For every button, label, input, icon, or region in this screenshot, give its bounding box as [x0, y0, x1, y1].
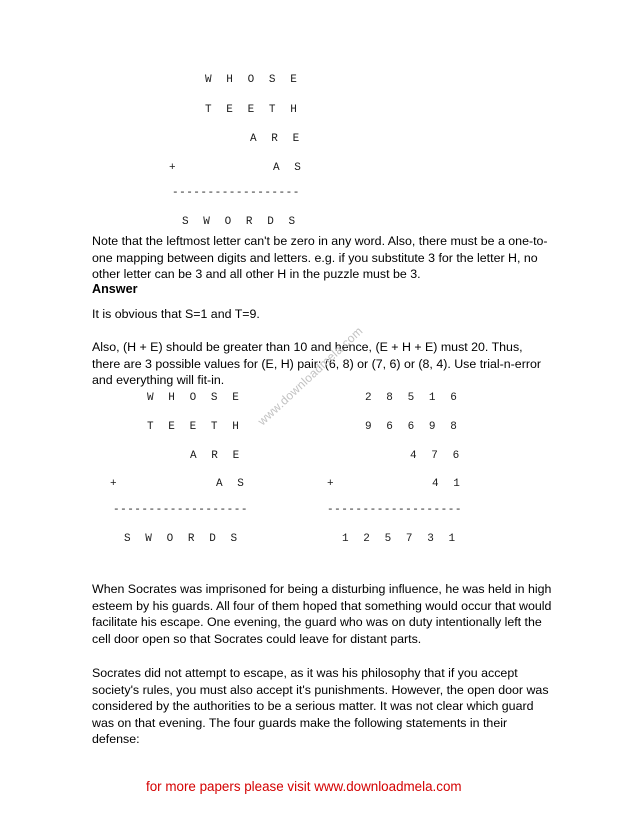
solution-letters-are: A R E: [190, 450, 240, 462]
solution-digits-teeth: 9 6 6 9 8: [365, 421, 458, 433]
solution-digits-plus: +: [327, 478, 335, 490]
solution-digits-as: 4 1: [432, 478, 461, 490]
puzzle-rule: ------------------: [172, 187, 300, 199]
puzzle-line-whose: W H O S E: [205, 74, 298, 86]
watermark-text: www.downloadmela.com: [255, 323, 366, 429]
puzzle-line-teeth: T E E T H: [205, 104, 298, 116]
puzzle-line-are: A R E: [250, 133, 300, 145]
puzzle-line-as: A S: [273, 162, 302, 174]
solution-letters-as: A S: [216, 478, 245, 490]
solution-letters-whose: W H O S E: [147, 392, 240, 404]
solution-letters-swords: S W O R D S: [124, 533, 238, 545]
solution-digits-rule: -------------------: [327, 504, 462, 516]
answer-paragraph-2: Also, (H + E) should be greater than 10 and hence, (E + H + E) must 20. Thus, there are 3 possible values for (E, H) pair: (6, 8) or (7, 6) or (8, 4). Use trial-n-error and everything will fit-in.: [92, 340, 541, 387]
puzzle-note: Note that the leftmost letter can't be zero in any word. Also, there must be a one-to-one mapping between digits and letters. e.g. if you substitute 3 for the letter H, no other letter can be 3 and all other H in the puzzle must be 3.: [92, 234, 548, 281]
answer-heading: Answer: [92, 282, 138, 296]
footer-link-text: for more papers please visit www.downloadmela.com: [146, 779, 462, 794]
solution-digits-are: 4 7 6: [410, 450, 460, 462]
socrates-paragraph-2: Socrates did not attempt to escape, as it was his philosophy that if you accept society's rules, you must also accept it's punishments. However, the open door was considered by the authorities to be a serious matter. It was not clear which guard was on that evening. The four guards make the following statements in their defense:: [92, 666, 549, 746]
answer-paragraph-1: It is obvious that S=1 and T=9.: [92, 307, 260, 321]
solution-digits-swords: 1 2 5 7 3 1: [342, 533, 456, 545]
puzzle-plus-sign: +: [169, 162, 177, 174]
solution-letters-plus: +: [110, 478, 118, 490]
solution-digits-whose: 2 8 5 1 6: [365, 392, 458, 404]
socrates-paragraph-1: When Socrates was imprisoned for being a disturbing influence, he was held in high esteem by his guards. All four of them hoped that something would occur that would facilitate his escape. One evening, the guard who was on duty intentionally left the cell door open so that Socrates could leave for distant parts.: [92, 582, 552, 646]
solution-letters-rule: -------------------: [113, 504, 248, 516]
solution-letters-teeth: T E E T H: [147, 421, 240, 433]
puzzle-line-swords: S W O R D S: [182, 216, 296, 228]
